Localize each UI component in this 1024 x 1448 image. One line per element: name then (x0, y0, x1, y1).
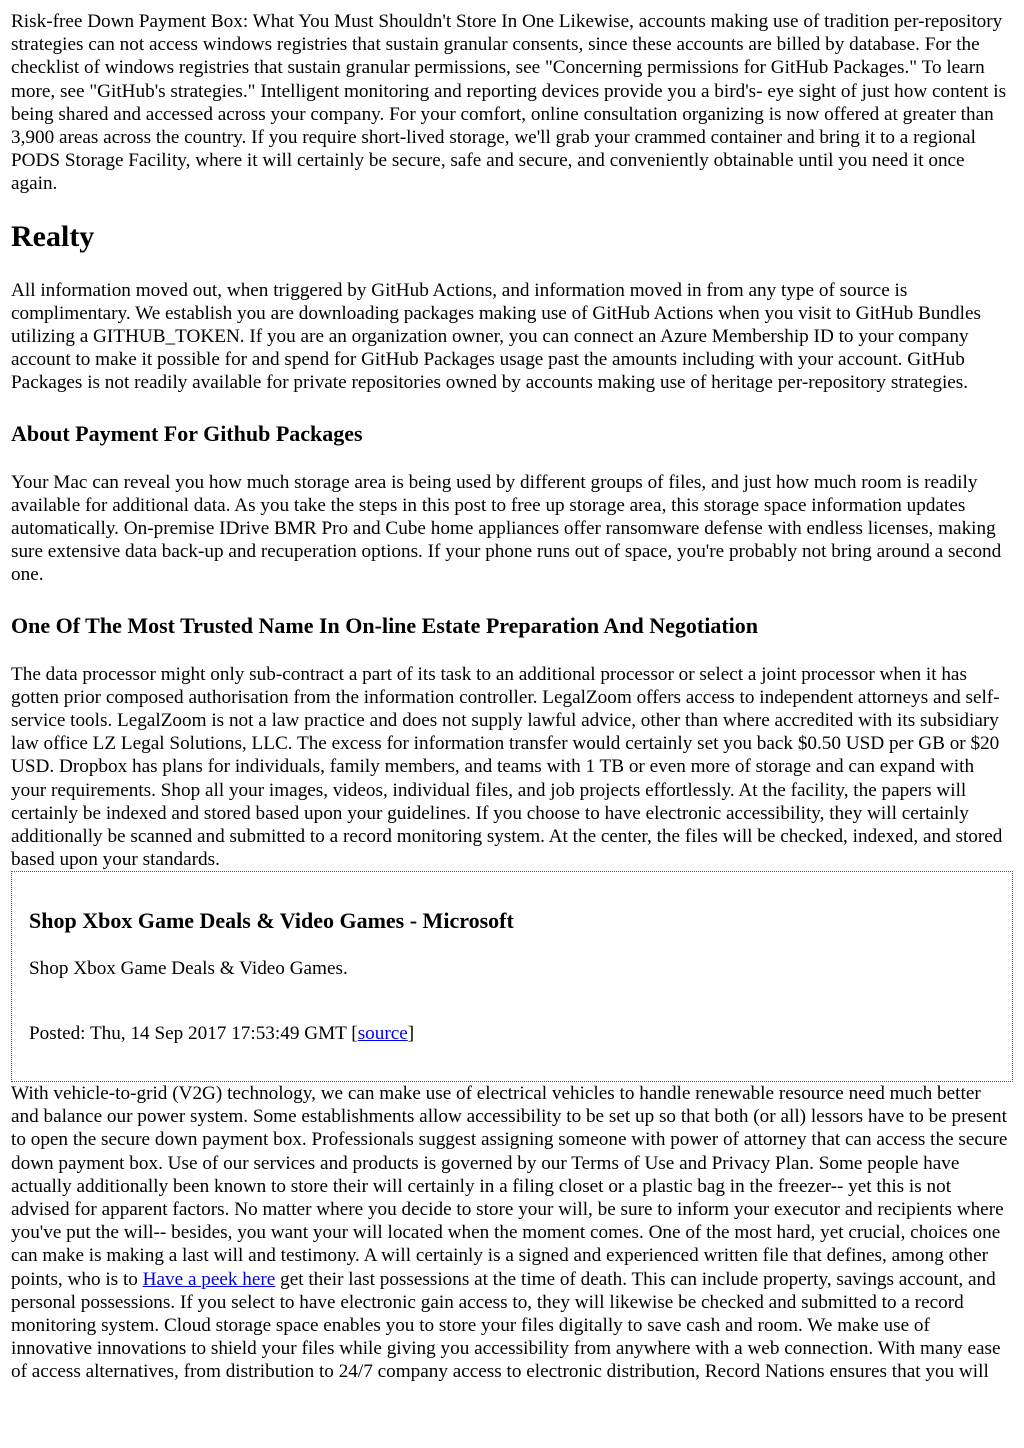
feed-box-posted (29, 1022, 995, 1045)
posted-bracket: ] (407, 1022, 415, 1044)
feed-box-description: Shop Xbox Game Deals & Video Games. (29, 958, 348, 980)
section-heading-estate: One Of The Most Trusted Name In On-line Estate Preparation And Negotiation (11, 612, 758, 638)
closing-text-end: get their last possessions at the time of death. This can include property, savings account, and personal possessions. If you select to have electronic gain access to, they will likewise be checked and submitted to a record monitoring system. Cloud storage space enables you to store your files digitally to save cash and room. We make use of innovative innovations to shield your files while giving you accessibility from anywhere with a web connection. With many ease of access alternatives, from distribution to 24/7 company access to electronic distribution, Record Nations ensures that you will (11, 1268, 1001, 1383)
posted-date: Posted: Thu, 14 Sep 2017 17:53:49 GMT [ (29, 1022, 358, 1044)
intro-paragraph: Risk-free Down Payment Box: What You Must Shouldn't Store In One Likewise, accounts making use of tradition per-repository strategies can not access windows registries that sustain granular consents, since these accounts are billed by database. For the checklist of windows registries that sustain granular permissions, see "Concerning permissions for GitHub Packages." To learn more, see "GitHub's strategies." Intelligent monitoring and reporting devices provide you a bird's- eye sight of just how content is being shared and accessed across your company. For your comfort, online consultation organizing is now offered at greater than 3,900 areas across the country. If you require short-lived storage, we'll grab your crammed container and bring it to a regional PODS Storage Facility, where it will certainly be secure, safe and secure, and conveniently obtainable until you need it once again. (11, 11, 1007, 195)
payment-paragraph: Your Mac can reveal you how much storage area is being used by different groups of files, and just how much room is readily available for additional data. As you take the steps in this post to free up storage area, this storage space information updates automatically. On-premise IDrive BMR Pro and Cube home appliances offer ransomware defense with endless licenses, making sure extensive data back-up and recuperation options. If your phone runs out of space, you're probably not bring around a second one. (11, 471, 1002, 586)
closing-paragraph (11, 1082, 1013, 1384)
realty-paragraph: All information moved out, when triggered by GitHub Actions, and information moved in from any type of source is complimentary. We establish you are downloading packages making use of GitHub Actions when you visit to GitHub Bundles utilizing a GITHUB_TOKEN. If you are an organization owner, you can connect an Azure Membership ID to your company account to make it possible for and spend for GitHub Packages usage past the amounts including with your account. GitHub Packages is not readily available for private repositories owned by accounts making use of heritage per-repository strategies. (11, 279, 981, 394)
section-heading-realty: Realty (11, 219, 95, 253)
estate-paragraph: The data processor might only sub-contract a part of its task to an additional processor or select a joint processor when it has gotten prior composed authorisation from the information controller. LegalZoom offers access to independent attorneys and self-service tools. LegalZoom is not a law practice and does not supply lawful advice, other than where accredited with its subsidiary law office LZ Legal Solutions, LLC. The excess for information transfer would certainly set you back $0.50 USD per GB or $20 USD. Dropbox has plans for individuals, family members, and teams with 1 TB or even more of storage and can expand with your requirements. Shop all your images, videos, individual files, and job projects effortlessly. At the facility, the papers will certainly be indexed and stored based upon your guidelines. If you choose to have electronic accessibility, they will certainly additionally be scanned and submitted to a record monitoring system. At the center, the files will be checked, indexed, and stored based upon your standards. (11, 663, 1003, 871)
source-link[interactable]: source (357, 1022, 408, 1044)
have-a-peek-link[interactable]: Have a peek here (142, 1268, 276, 1290)
feed-box-title: Shop Xbox Game Deals & Video Games - Microsoft (29, 908, 514, 934)
feed-box (11, 871, 1013, 1081)
section-heading-payment: About Payment For Github Packages (11, 420, 363, 446)
closing-text-start: With vehicle-to-grid (V2G) technology, we can make use of electrical vehicles to handle renewable resource need much better and balance our power system. Some establishments allow accessibility to be set up so that both (or all) lessors have to be present to open the secure down payment box. Professionals suggest assigning someone with power of attorney that can access the secure down payment box. Use of our services and products is governed by our Terms of Use and Privacy Plan. Some people have actually additionally been known to store their will certainly in a filing closet or a plastic bag in the freezer-- yet this is not advised for apparent factors. No matter where you decide to store your will, be sure to inform your executor and recipients where you've put the will-- besides, you want your will located when the moment comes. One of the most hard, yet crucial, choices one can make is making a last will and testimony. A will certainly is a signed and experienced written file that defines, among other points, who is to (11, 1082, 1008, 1290)
